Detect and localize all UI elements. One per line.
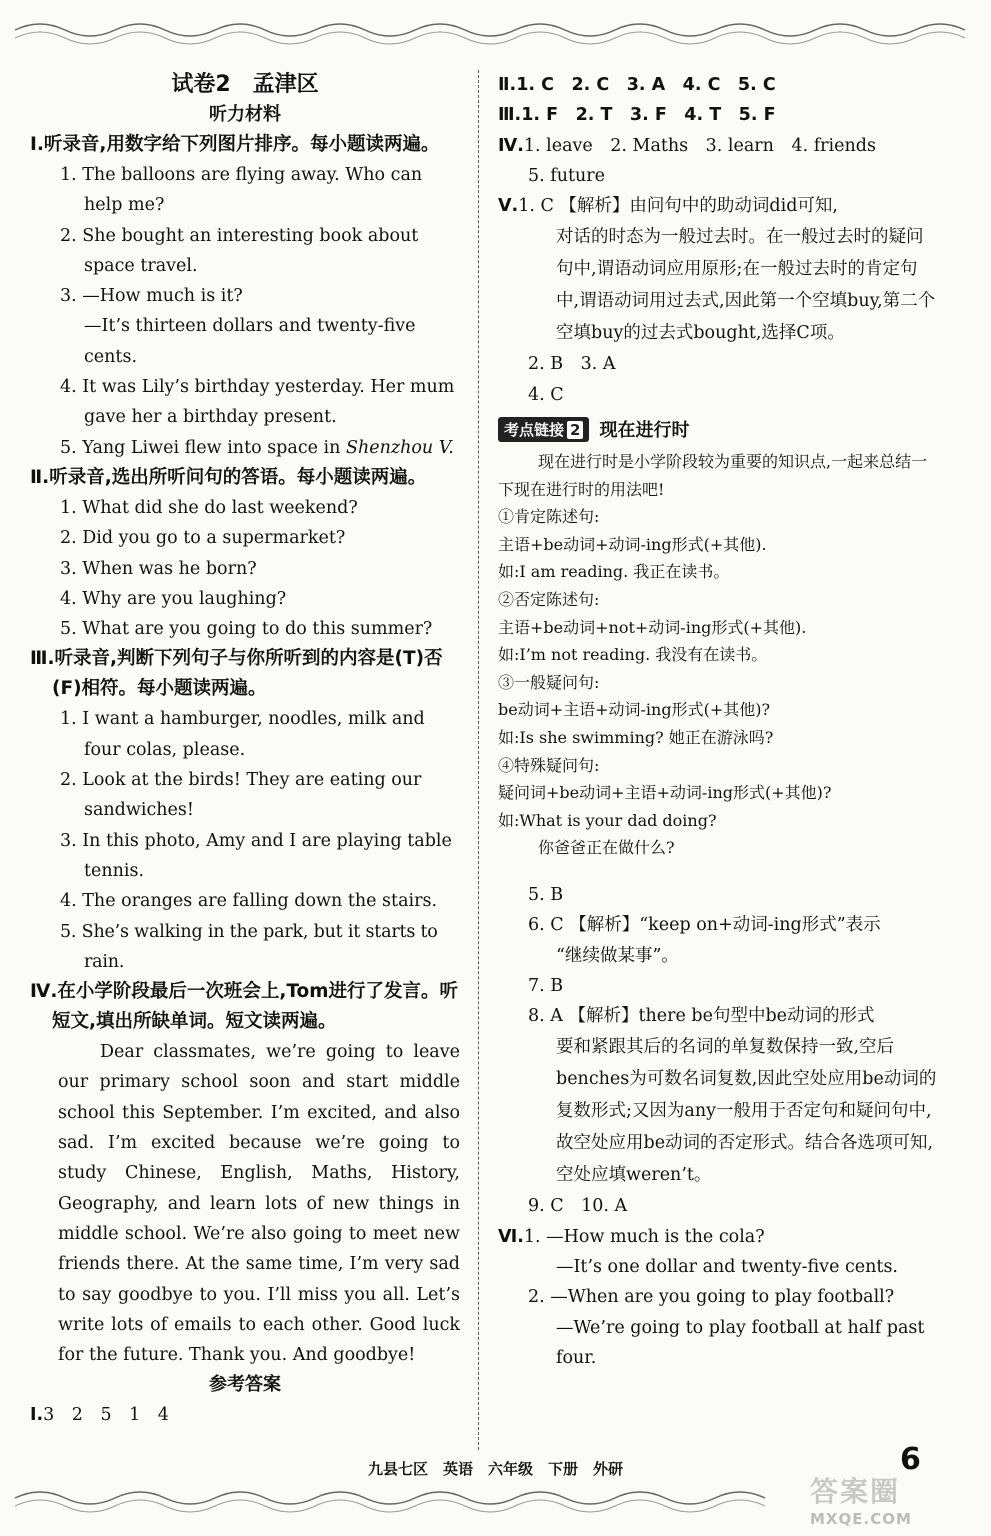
note-line: 如:Is she swimming? 她正在游泳吗?	[498, 728, 774, 748]
column-divider	[478, 70, 479, 1450]
bottom-wave-border	[0, 1480, 991, 1520]
answer-line: 2. B 3. A	[528, 354, 616, 375]
answer-line: “继续做某事”。	[556, 945, 679, 966]
answer-line: Ⅳ.1. leave 2. Maths 3. learn 4. friends	[498, 135, 876, 156]
top-wave-border	[0, 10, 991, 50]
answer-line: 7. B	[528, 975, 564, 996]
knowledge-title: 现在进行时	[599, 420, 690, 442]
list-item: 5. She’s walking in the park, but it starts to rain.	[60, 921, 438, 972]
answer-line: 9. C 10. A	[528, 1196, 628, 1217]
answer-line: 4. C	[528, 384, 564, 405]
answer-line: —It’s one dollar and twenty-five cents.	[556, 1257, 898, 1278]
right-column	[498, 70, 938, 1373]
knowledge-intro: 现在进行时是小学阶段较为重要的知识点,一起来总结一下现在进行时的用法吧!	[498, 452, 928, 499]
list-item: 3. In this photo, Amy and I are playing table tennis.	[60, 830, 452, 881]
note-line: 如:What is your dad doing?	[498, 810, 717, 830]
page-number: 6	[900, 1442, 921, 1477]
answer-line: 6. C 【解析】“keep on+动词-ing形式”表示	[528, 915, 881, 936]
answer-line: Ⅴ.1. C 【解析】由问句中的助动词did可知,	[498, 196, 838, 217]
page-title: 试卷2 孟津区	[171, 72, 319, 97]
note-line: 疑问词+be动词+主语+动词-ing形式(+其他)?	[498, 783, 832, 803]
list-item: 1. The balloons are flying away. Who can help me?	[60, 165, 423, 216]
list-item: 5. What are you going to do this summer?	[60, 619, 433, 640]
list-item: 5. Yang Liwei flew into space in Shenzhou V.	[60, 437, 454, 458]
note-line: 如:I am reading. 我正在读书。	[498, 562, 730, 582]
list-item: 1. What did she do last weekend?	[60, 497, 358, 518]
left-column	[30, 70, 460, 1431]
knowledge-badge: 考点链接 2	[498, 417, 589, 442]
note-line: 如:I’m not reading. 我没有在读书。	[498, 645, 768, 665]
list-item: 4. Why are you laughing?	[60, 588, 287, 609]
answer-line: 2. —When are you going to play football?	[528, 1287, 895, 1308]
section-subtitle: 听力材料	[209, 104, 281, 125]
watermark-logo: 答案圈	[810, 1475, 901, 1508]
answer-line: 5. future	[528, 165, 606, 186]
answer-explanation: 对话的时态为一般过去时。在一般过去时的疑问句中,谓语动词应用原形;在一般过去时的肯定句中,谓语动词用过去式,因此第一个空填buy,第二个空填buy的过去式bought,选择C项。	[556, 227, 936, 344]
note-line: 主语+be动词+not+动词-ing形式(+其他).	[498, 617, 807, 637]
note-line: 主语+be动词+动词-ing形式(+其他).	[498, 534, 767, 554]
note-line: ④特殊疑问句:	[498, 755, 600, 775]
list-item: —It’s thirteen dollars and twenty-five cents.	[84, 316, 416, 367]
watermark-url: MXQE.COM	[810, 1510, 912, 1528]
section-3-heading: Ⅲ.听录音,判断下列句子与你所听到的内容是(T)否(F)相符。每小题读两遍。	[30, 648, 443, 700]
note-line: ①肯定陈述句:	[498, 507, 600, 527]
listening-passage: Dear classmates, we’re going to leave our primary school soon and start middle school this September. I’m excited, and also sad. I’m excited because we’re going to study Chinese, English, Maths, History, Geography, and learn lots of new things in middle school. We’re also going to meet new friends there. At the same time, I’m very sad to say goodbye to you. I’ll miss you all. Let’s write lots of emails to each other. Good luck for the future. Thank you. And goodbye!	[58, 1042, 460, 1366]
list-item: 3. When was he born?	[60, 558, 257, 579]
note-line: ③一般疑问句:	[498, 672, 600, 692]
answer-explanation: 要和紧跟其后的名词的单复数保持一致,空后benches为可数名词复数,因此空处应用be动词的复数形式;又因为any一般用于否定句和疑问句中,故空处应用be动词的否定形式。结合各选项可知,空处应填weren’t。	[556, 1037, 937, 1186]
list-item: 2. She bought an interesting book about space travel.	[60, 225, 419, 276]
answer-line: Ⅵ.1. —How much is the cola?	[498, 1226, 765, 1247]
answer-line: Ⅱ.1. C 2. C 3. A 4. C 5. C	[498, 75, 776, 95]
page-footer: 九县七区 英语 六年级 下册 外研	[367, 1460, 623, 1478]
section-2-heading: Ⅱ.听录音,选出所听问句的答语。每小题读两遍。	[30, 466, 427, 488]
answer-line: 5. B	[528, 884, 564, 905]
list-item: 4. The oranges are falling down the stairs.	[60, 891, 438, 912]
list-item: 2. Did you go to a supermarket?	[60, 528, 346, 549]
answer-line: —We’re going to play football at half past four.	[556, 1317, 925, 1368]
list-item: 4. It was Lily’s birthday yesterday. Her mum gave her a birthday present.	[60, 377, 455, 428]
answer-line: Ⅰ.3 2 5 1 4	[30, 1405, 169, 1426]
knowledge-link-header	[498, 416, 938, 442]
list-item: 1. I want a hamburger, noodles, milk and four colas, please.	[60, 709, 425, 760]
section-4-heading: Ⅳ.在小学阶段最后一次班会上,Tom进行了发言。听短文,填出所缺单词。短文读两遍。	[30, 981, 459, 1033]
note-line: ②否定陈述句:	[498, 590, 600, 610]
answers-title: 参考答案	[209, 1374, 281, 1396]
answer-line: 8. A 【解析】there be句型中be动词的形式	[528, 1006, 875, 1027]
list-item: 2. Look at the birds! They are eating our sandwiches!	[60, 770, 422, 821]
section-1-heading: Ⅰ.听录音,用数字给下列图片排序。每小题读两遍。	[30, 134, 440, 155]
note-line: 你爸爸正在做什么?	[538, 838, 675, 858]
answer-line: Ⅲ.1. F 2. T 3. F 4. T 5. F	[498, 105, 776, 126]
list-item: 3. —How much is it?	[60, 286, 243, 307]
note-line: be动词+主语+动词-ing形式(+其他)?	[498, 700, 771, 720]
